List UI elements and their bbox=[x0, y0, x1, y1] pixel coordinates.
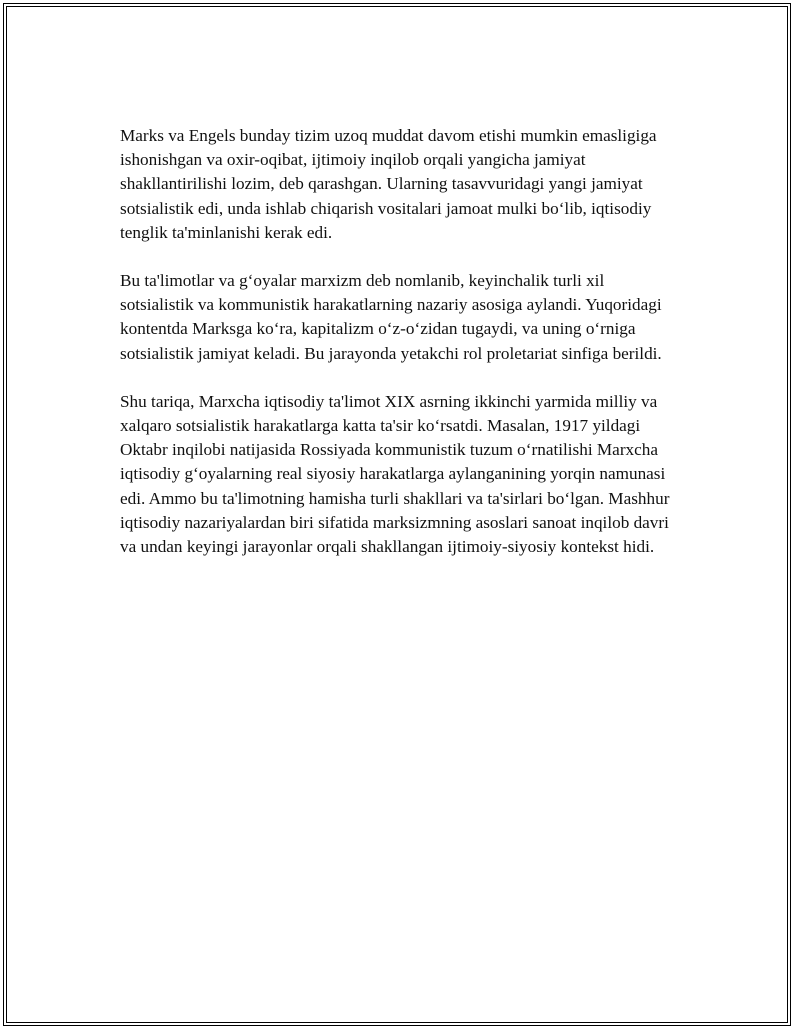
page-border bbox=[3, 3, 791, 1026]
paragraph-1: Marks va Engels bunday tizim uzoq muddat davom etishi mumkin emasligiga ishonishgan va oxir-oqibat, ijtimoiy inqilob orqali yangicha jamiyat shakllantirilishi lozim, deb qarashgan. Ularning tasavvuridagi yangi jamiyat sotsialistik edi, unda ishlab chiqarish vositalari jamoat mulki bo‘lib, iqtisodiy tenglik ta'minlanishi kerak edi. bbox=[120, 126, 657, 242]
paragraph-2: Bu ta'limotlar va g‘oyalar marxizm deb nomlanib, keyinchalik turli xil sotsialistik va kommunistik harakatlarning nazariy asosiga aylandi. Yuqoridagi kontentda Marksga ko‘ra, kapitalizm o‘z-o‘zidan tugaydi, va uning o‘rniga sotsialistik jamiyat keladi. Bu jarayonda yetakchi rol proletariat sinfiga berildi. bbox=[120, 271, 662, 363]
paragraph-3: Shu tariqa, Marxcha iqtisodiy ta'limot XIX asrning ikkinchi yarmida milliy va xalqaro sotsialistik harakatlarga katta ta'sir ko‘rsatdi. Masalan, 1917 yildagi Oktabr inqilobi natijasida Rossiyada kommunistik tuzum o‘rnatilishi Marxcha iqtisodiy g‘oyalarning real siyosiy harakatlarga aylanganining yorqin namunasi edi. Ammo bu ta'limotning hamisha turli shakllari va ta'sirlari bo‘lgan. Mashhur iqtisodiy nazariyalardan biri sifatida marksizmning asoslari sanoat inqilob davri va undan keyingi jarayonlar orqali shakllangan ijtimoiy-siyosiy kontekst hidi. bbox=[120, 391, 670, 557]
page-canvas bbox=[7, 7, 787, 1022]
document-body bbox=[120, 124, 680, 583]
